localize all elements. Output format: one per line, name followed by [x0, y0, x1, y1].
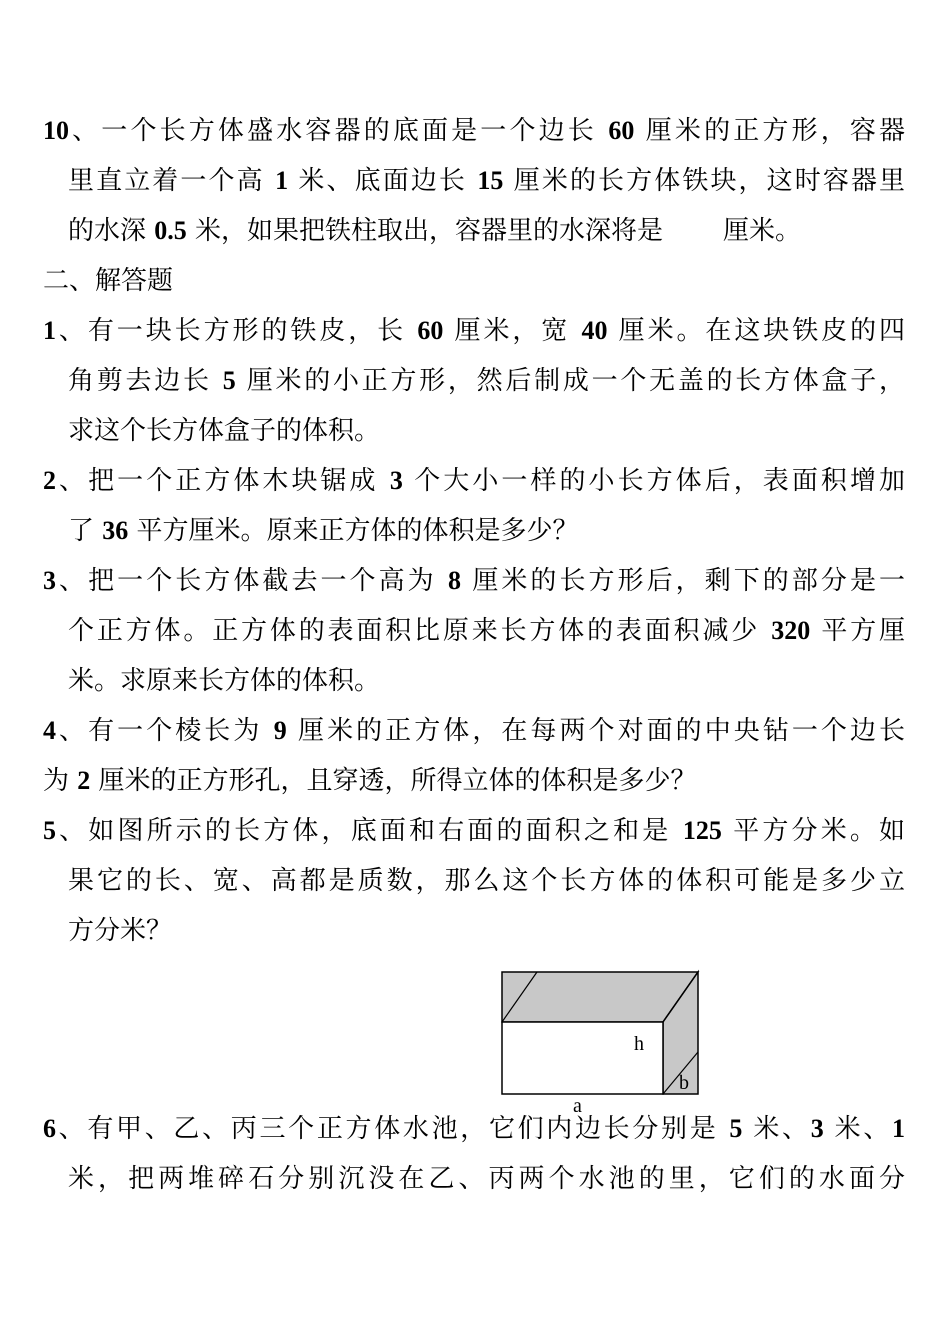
p5-line-1: 5、如图所示的长方体，底面和右面的面积之和是 125 平方分米。如 [43, 816, 906, 846]
question-number: 1 [43, 316, 56, 345]
p2-line-2: 了 36 平方厘米。原来正方体的体积是多少？ [68, 516, 579, 546]
question-number: 5 [43, 816, 56, 845]
p3-line-1: 3、把一个长方体截去一个高为 8 厘米的长方形后，剩下的部分是一 [43, 566, 905, 596]
question-number: 6 [43, 1114, 56, 1143]
p5-line-3: 方分米？ [68, 916, 173, 946]
question-number: 4 [43, 716, 56, 745]
q10-line-3: 的水深 0.5 米，如果把铁柱取出，容器里的水深将是 厘米。 [68, 216, 802, 246]
label-a: a [573, 1095, 582, 1117]
p1-line-2: 角剪去边长 5 厘米的小正方形，然后制成一个无盖的长方体盒子， [68, 366, 906, 396]
section-title: 二、解答题 [43, 266, 174, 296]
p6-line-2: 米，把两堆碎石分别沉没在乙、丙两个水池的里，它们的水面分 [68, 1164, 905, 1194]
p4-line-1: 4、有一个棱长为 9 厘米的正方体，在每两个对面的中央钻一个边长 [43, 716, 906, 746]
question-number: 10 [43, 116, 69, 145]
cuboid-figure [490, 962, 720, 1117]
p5-line-2: 果它的长、宽、高都是质数，那么这个长方体的体积可能是多少立 [68, 866, 905, 896]
answer-blank [663, 216, 723, 246]
q10-line-2: 里直立着一个高 1 米、底面边长 15 厘米的长方体铁块，这时容器里 [68, 166, 906, 196]
question-number: 3 [43, 566, 56, 595]
p3-line-2: 个正方体。正方体的表面积比原来长方体的表面积减少 320 平方厘 [68, 616, 906, 646]
question-number: 2 [43, 466, 56, 495]
p3-line-3: 米。求原来长方体的体积。 [68, 666, 381, 696]
label-h: h [634, 1033, 644, 1055]
p6-line-1: 6、有甲、乙、丙三个正方体水池，它们内边长分别是 5 米、3 米、1 [43, 1114, 906, 1144]
p1-line-3: 求这个长方体盒子的体积。 [68, 416, 381, 446]
q10-line-1: 10、一个长方体盛水容器的底面是一个边长 60 厘米的正方形，容器 [43, 116, 906, 146]
label-b: b [679, 1072, 689, 1094]
p4-line-2: 为 2 厘米的正方形孔，且穿透，所得立体的体积是多少？ [43, 766, 697, 796]
p2-line-1: 2、把一个正方体木块锯成 3 个大小一样的小长方体后，表面积增加 [43, 466, 906, 496]
p1-line-1: 1、有一块长方形的铁皮，长 60 厘米，宽 40 厘米。在这块铁皮的四 [43, 316, 906, 346]
